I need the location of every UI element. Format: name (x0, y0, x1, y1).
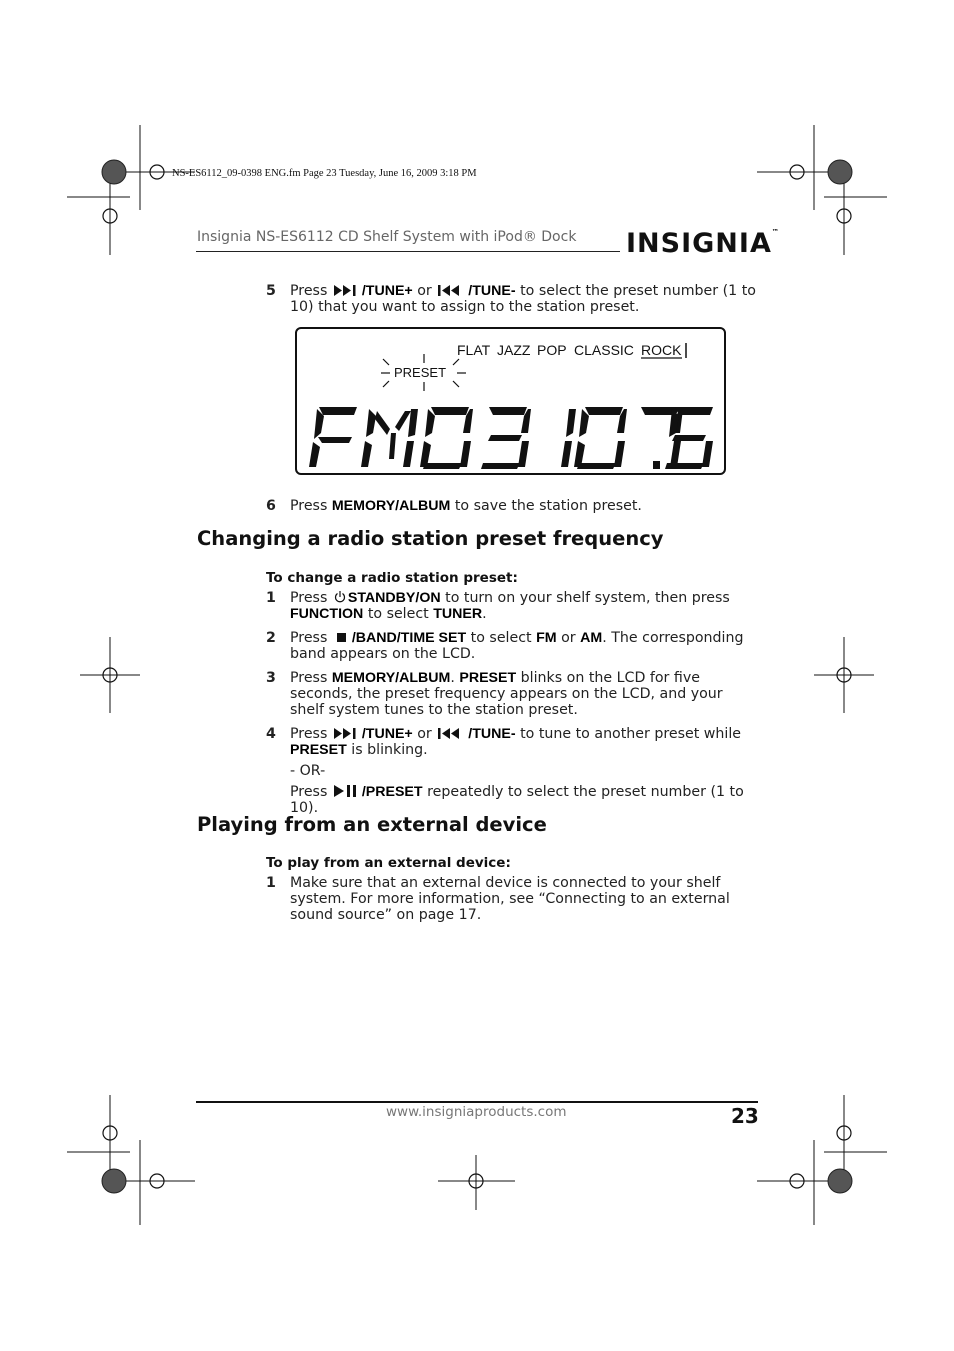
step-text (290, 283, 756, 315)
section-heading-external-device: Playing from an external device (197, 813, 547, 836)
eq-classic: CLASSIC (574, 342, 634, 358)
lcd-display-illustration (295, 327, 726, 475)
memory-album-label: MEMORY/ALBUM (331, 670, 451, 686)
procedure-heading-play-external: To play from an external device: (266, 855, 511, 871)
step-text (290, 670, 756, 718)
power-icon (334, 590, 346, 603)
dot-text: . (450, 670, 455, 686)
press-text: Press (290, 630, 328, 646)
press-text: Press (290, 670, 328, 686)
change-step-4 (266, 726, 756, 816)
preset-label: PRESET (290, 742, 347, 758)
tune-minus-label: /TUNE- (468, 283, 516, 299)
tune-plus-label: /TUNE+ (361, 726, 413, 742)
section-heading-preset-frequency: Changing a radio station preset frequency (197, 527, 664, 550)
step-text (290, 630, 756, 662)
or-text: or (561, 630, 576, 646)
step-number: 1 (266, 590, 276, 606)
tuner-label: TUNER (433, 606, 483, 622)
step-6 (266, 498, 756, 514)
step-rest-text: to select the preset number (1 to 10) that you want to assign to the station preset. (290, 283, 756, 315)
next-track-icon (334, 285, 360, 296)
change-step-1 (266, 590, 756, 622)
step-number: 3 (266, 670, 276, 686)
step-5 (266, 283, 756, 315)
step-text (290, 590, 756, 622)
eq-flat: FLAT (457, 342, 491, 358)
step-rest2-text: repeatedly to select the preset number (1 to 10). (290, 784, 744, 816)
change-step-3 (266, 670, 756, 718)
play-preset-label: /PRESET (361, 784, 423, 800)
am-label: AM (580, 630, 603, 646)
press-text: Press (290, 283, 328, 299)
footer-rule (196, 1101, 758, 1103)
logo-trademark: ™ (771, 228, 780, 236)
preset-indicator: PRESET (394, 365, 447, 380)
previous-track-icon (438, 285, 466, 296)
or-separator: - OR- (290, 763, 326, 779)
external-step-1 (266, 875, 756, 923)
eq-pop: POP (537, 342, 567, 358)
band-time-set-label: /BAND/TIME SET (351, 630, 467, 646)
step-rest-text: to save the station preset. (454, 498, 642, 514)
step-mid-text: to select (470, 630, 532, 646)
press-text: Press (290, 590, 328, 606)
file-slug: NS-ES6112_09-0398 ENG.fm Page 23 Tuesday, June 16, 2009 3:18 PM (172, 168, 477, 179)
previous-track-icon (438, 728, 466, 739)
step-rest-text: blinks on the LCD for five seconds, the preset frequency appears on the LCD, and your shelf system tunes to the station preset. (290, 670, 723, 718)
page-number: 23 (731, 1104, 759, 1128)
step-rest-text: is blinking. (351, 742, 428, 758)
step-end-text: . (482, 606, 487, 622)
step-number: 2 (266, 630, 276, 646)
step-text (290, 726, 756, 816)
or-text: or (417, 726, 432, 742)
change-step-2 (266, 630, 756, 662)
stop-icon (334, 632, 350, 643)
step-rest-text: . The corresponding band appears on the LCD. (290, 630, 744, 662)
procedure-heading-change-preset: To change a radio station preset: (266, 570, 518, 586)
eq-jazz: JAZZ (497, 342, 531, 358)
press-text: Press (290, 726, 328, 742)
fm-label: FM (536, 630, 557, 646)
eq-rock: ROCK (641, 342, 682, 358)
insignia-logo (626, 228, 780, 259)
header-title: Insignia NS-ES6112 CD Shelf System with iPod® Dock (197, 229, 577, 245)
next-track-icon (334, 728, 360, 739)
standby-on-label: STANDBY/ON (347, 590, 441, 606)
step-number: 1 (266, 875, 276, 891)
tune-minus-label: /TUNE- (468, 726, 516, 742)
step-number: 6 (266, 498, 276, 514)
press-text: Press (290, 784, 328, 800)
tune-plus-label: /TUNE+ (361, 283, 413, 299)
or-text: or (417, 283, 432, 299)
press-text: Press (290, 498, 328, 514)
step-number: 5 (266, 283, 276, 299)
preset-label: PRESET (459, 670, 517, 686)
step-text: Make sure that an external device is connected to your shelf system. For more information, see “Connecting to an external sound source” on page 17. (290, 875, 730, 923)
header-rule (196, 251, 620, 252)
function-label: FUNCTION (290, 606, 364, 622)
step-mid2-text: to select (367, 606, 429, 622)
memory-album-label: MEMORY/ALBUM (331, 498, 451, 514)
step-text (290, 498, 756, 514)
step-mid-text: to turn on your shelf system, then press (445, 590, 730, 606)
alt-instruction (290, 784, 756, 816)
footer-url: www.insigniaproducts.com (386, 1104, 567, 1120)
step-mid-text: to tune to another preset while (520, 726, 742, 742)
lcd-graphic (297, 329, 724, 473)
play-pause-icon (334, 785, 360, 797)
logo-text: INSIGNIA (626, 228, 772, 259)
step-number: 4 (266, 726, 276, 742)
